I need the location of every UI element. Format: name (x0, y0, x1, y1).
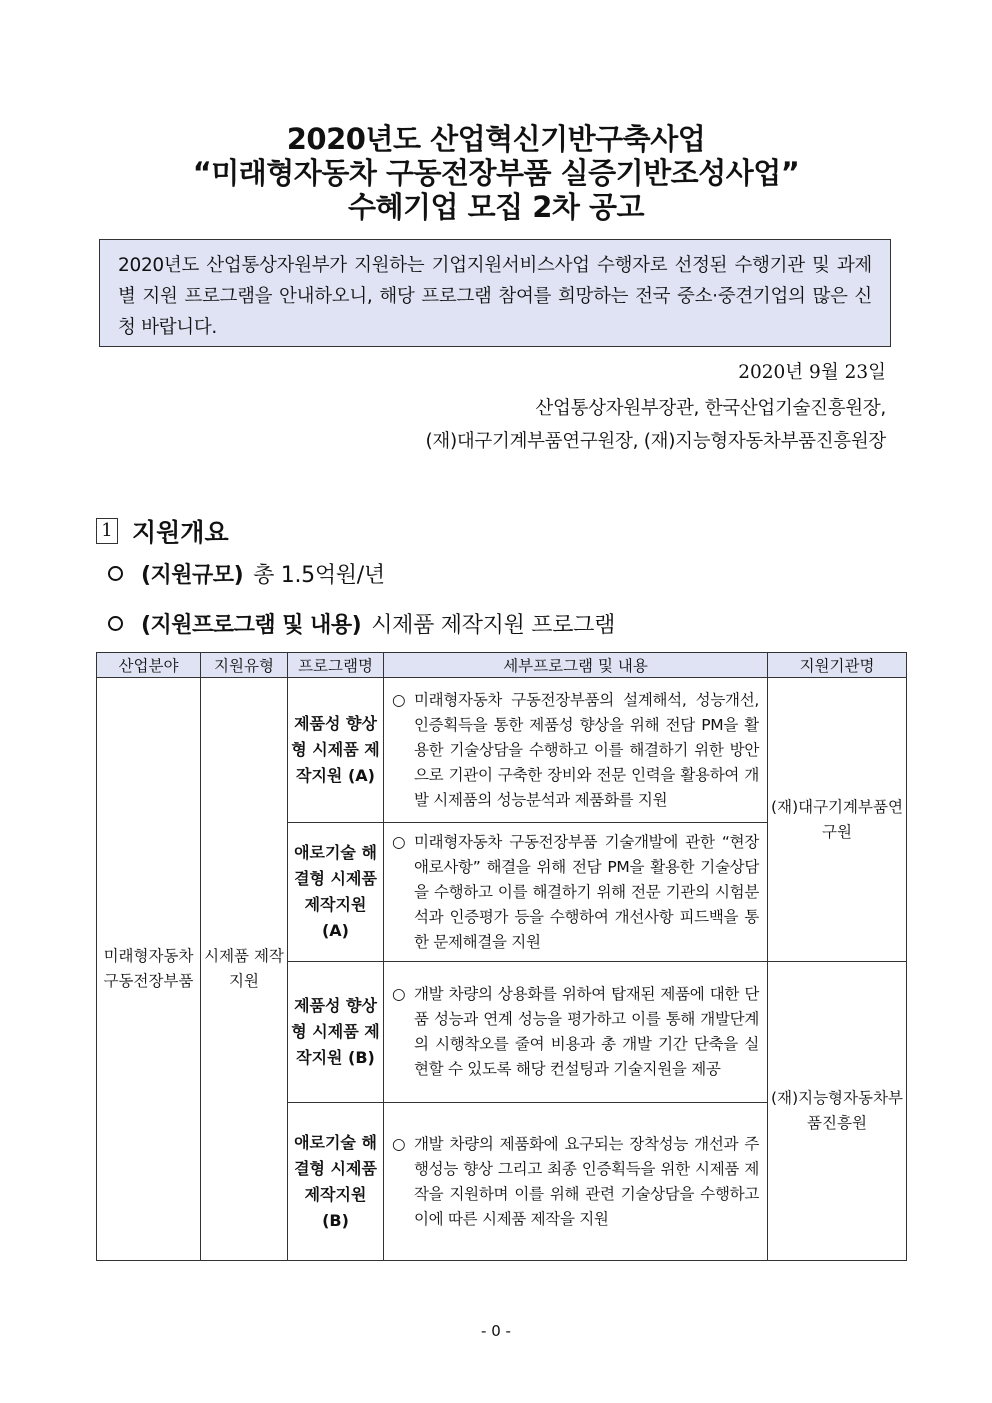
cell-agency: (재)지능형자동차부품진흥원 (768, 962, 907, 1261)
section-number: 1 (96, 518, 118, 544)
page-number: - 0 - (481, 1322, 511, 1340)
circle-bullet-icon (108, 616, 123, 631)
bullet-value: 총 1.5억원/년 (253, 563, 385, 588)
title-line-3: 수혜기업 모집 2차 공고 (347, 190, 645, 224)
cell-program: 애로기술 해결형 시제품 제작지원 (B) (288, 1103, 384, 1261)
bullet-support-program (108, 608, 615, 639)
circle-bullet-icon: ○ (392, 1134, 406, 1153)
title-line-1: 2020년도 산업혁신기반구축사업 (286, 122, 706, 156)
header-type: 지원유형 (201, 653, 288, 678)
cell-program: 제품성 향상형 시제품 제작지원 (B) (288, 962, 384, 1103)
cell-agency: (재)대구기계부품연구원 (768, 678, 907, 962)
circle-bullet-icon: ○ (392, 690, 406, 709)
announcement-date: 2020년 9월 23일 (738, 362, 886, 383)
circle-bullet-icon: ○ (392, 985, 406, 1003)
cell-field: 미래형자동차 구동전장부품 (97, 678, 201, 1261)
detail-text: 개발 차량의 제품화에 요구되는 장착성능 개선과 주행성능 향상 그리고 최종 인증획득을 위한 시제품 제작을 지원하며 이를 위해 관련 기술상담을 수행하고 이에 따른 시제품 제작을 지원 (414, 1134, 759, 1228)
bullet-label: (지원프로그램 및 내용) (141, 613, 362, 638)
bullet-value: 시제품 제작지원 프로그램 (371, 613, 616, 638)
cell-detail (384, 823, 768, 962)
cell-program: 애로기술 해결형 시제품 제작지원 (A) (288, 823, 384, 962)
header-detail: 세부프로그램 및 내용 (384, 653, 768, 678)
cell-detail (384, 1103, 768, 1261)
title-line-2: “미래형자동차 구동전장부품 실증기반조성사업” (192, 156, 800, 190)
circle-bullet-icon: ○ (392, 832, 406, 851)
cell-detail (384, 678, 768, 823)
program-table (96, 652, 907, 1261)
header-program: 프로그램명 (288, 653, 384, 678)
detail-text: 개발 차량의 상용화를 위하여 탑재된 제품에 대한 단품 성능과 연계 성능을 평가하고 이를 통해 개발단계의 시행착오를 줄여 비용과 총 개발 기간 단축을 실현할 수 있도록 해당 컨설팅과 기술지원을 제공 (414, 985, 759, 1078)
document-title (0, 122, 992, 224)
detail-text: 미래형자동차 구동전장부품의 설계해석, 성능개선, 인증획득을 통한 제품성 향상을 위해 전담 PM을 활용한 기술상담을 수행하고 이를 해결하기 위한 방안으로 기관이 구축한 장비와 전문 인력을 활용하여 개발 시제품의 성능분석과 제품화를 지원 (414, 690, 759, 809)
cell-program: 제품성 향상형 시제품 제작지원 (A) (288, 678, 384, 823)
bullet-label: (지원규모) (141, 563, 244, 588)
table-header-row (97, 653, 907, 678)
bullet-support-scale (108, 558, 385, 589)
cell-detail (384, 962, 768, 1103)
section-title: 지원개요 (132, 518, 229, 547)
header-agency: 지원기관명 (768, 653, 907, 678)
section-heading (96, 513, 229, 549)
signer-line-1: 산업통상자원부장관, 한국산업기술진흥원장, (535, 398, 886, 419)
header-field: 산업분야 (97, 653, 201, 678)
circle-bullet-icon (108, 566, 123, 581)
table-row (97, 678, 907, 823)
notice-box: 2020년도 산업통상자원부가 지원하는 기업지원서비스사업 수행자로 선정된 수행기관 및 과제별 지원 프로그램을 안내하오니, 해당 프로그램 참여를 희망하는 전국 중소·중견기업의 많은 신청 바랍니다. (99, 239, 891, 347)
signer-line-2: (재)대구기계부품연구원장, (재)지능형자동차부품진흥원장 (425, 431, 886, 452)
detail-text: 미래형자동차 구동전장부품 기술개발에 관한 “현장 애로사항” 해결을 위해 전담 PM을 활용한 기술상담을 수행하고 이를 해결하기 위해 전문 기관의 시험분석과 인증평가 등을 수행하여 개선사항 피드백을 통한 문제해결을 지원 (414, 832, 759, 951)
cell-type: 시제품 제작지원 (201, 678, 288, 1261)
